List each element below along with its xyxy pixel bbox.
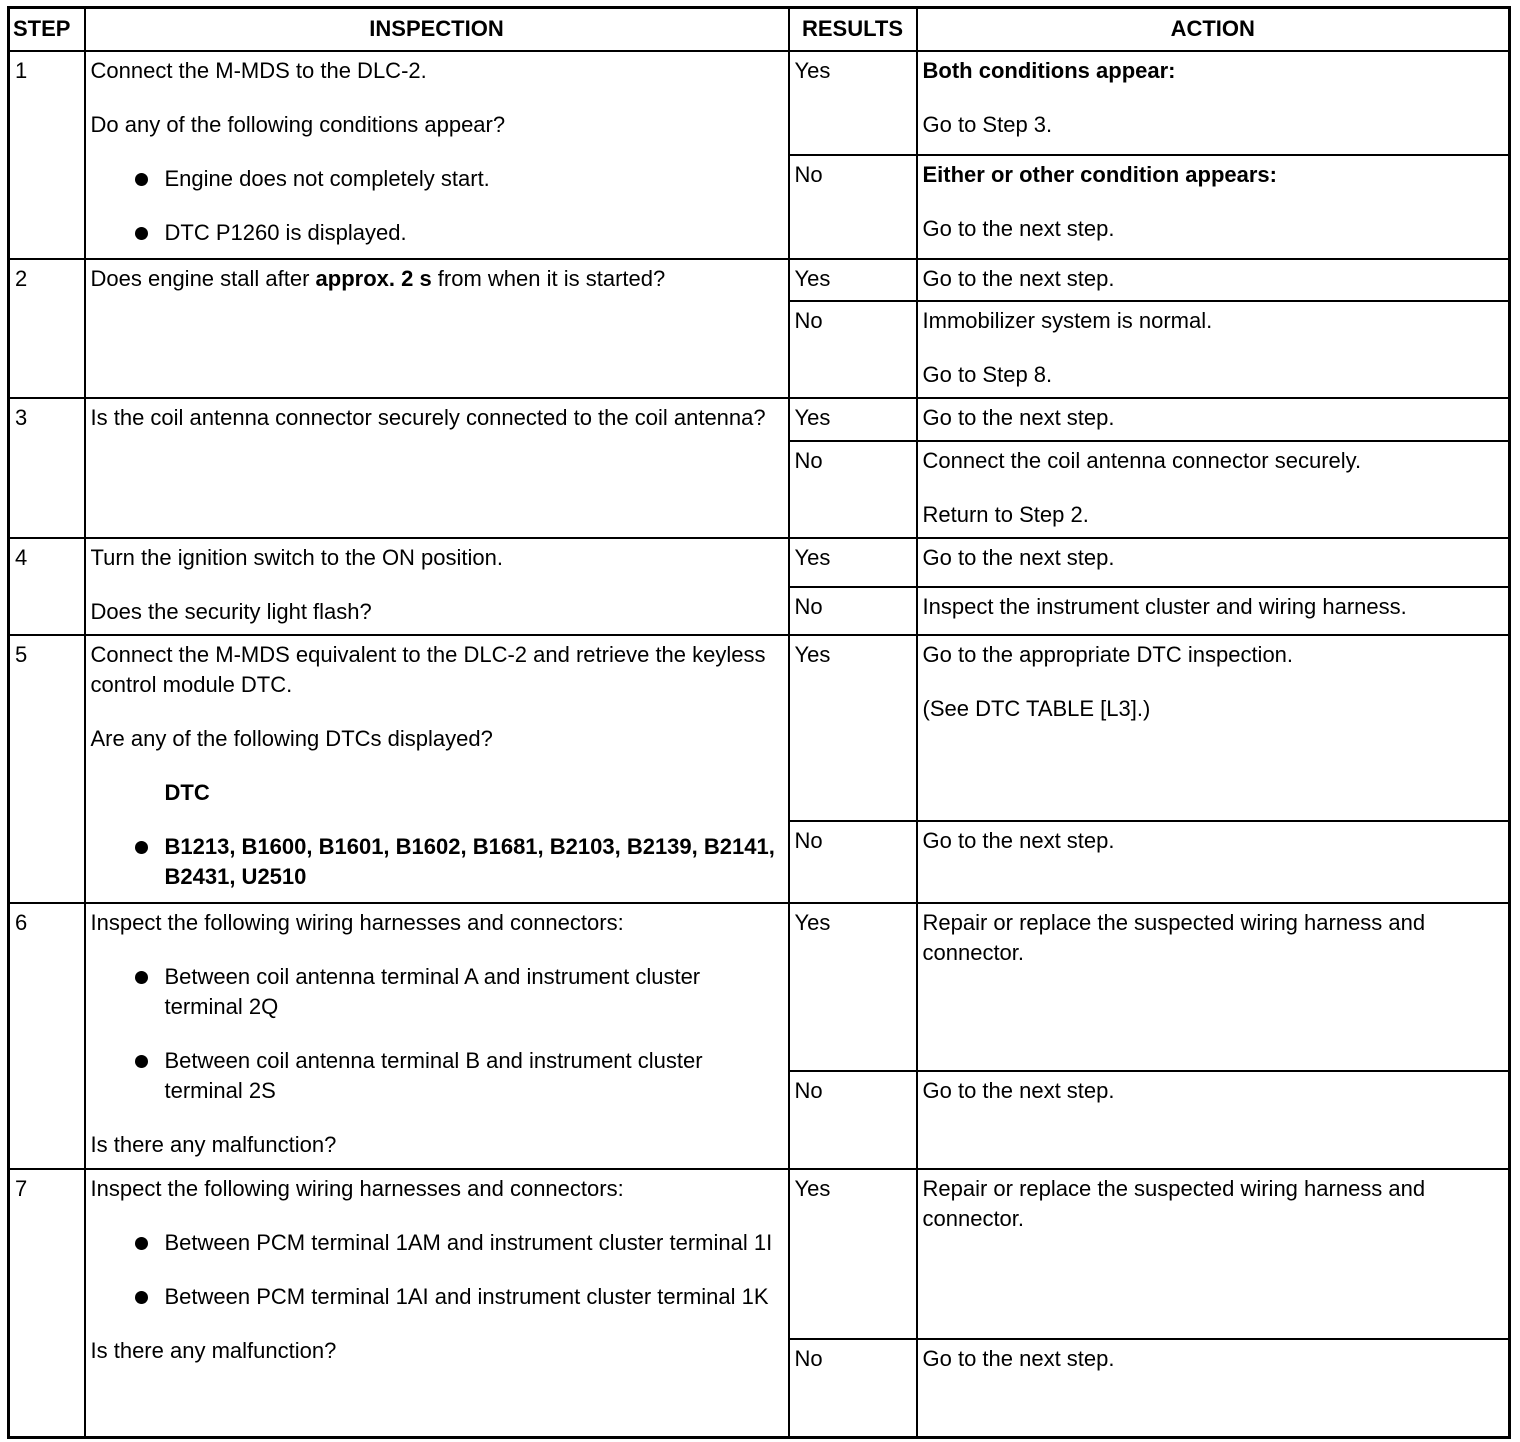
action-text: Return to Step 2. xyxy=(922,501,1089,527)
result-no: No xyxy=(789,821,917,903)
result-yes: Yes xyxy=(789,51,917,155)
inspection-question: Is there any malfunction? xyxy=(90,1131,337,1157)
action-text: Go to the next step. xyxy=(917,1339,1510,1438)
header-results: RESULTS xyxy=(789,8,917,51)
header-action: ACTION xyxy=(917,8,1510,51)
inspection-cell: Is the coil antenna connector securely connected to the coil antenna? xyxy=(85,398,789,538)
list-item: Engine does not completely start. xyxy=(165,164,782,194)
table-row xyxy=(9,635,1510,821)
action-cell xyxy=(917,635,1510,821)
action-text: Go to the next step. xyxy=(917,398,1510,441)
action-cell xyxy=(917,441,1510,538)
diagnostic-procedure-table xyxy=(7,6,1511,1439)
result-no: No xyxy=(789,155,917,259)
action-text: Go to the appropriate DTC inspection. xyxy=(922,641,1294,667)
step-number: 1 xyxy=(9,51,85,259)
dtc-list xyxy=(91,832,782,892)
header-step: STEP xyxy=(9,8,85,51)
inspection-text: Connect the M-MDS equivalent to the DLC-2 and retrieve the keyless control module DTC. xyxy=(90,641,766,697)
dtc-label: DTC xyxy=(164,779,210,805)
table-row xyxy=(9,903,1510,1071)
action-heading: Both conditions appear: xyxy=(922,57,1176,83)
action-text: Go to Step 3. xyxy=(922,111,1053,137)
list-item: B1213, B1600, B1601, B1602, B1681, B2103, B2139, B2141, B2431, U2510 xyxy=(165,832,782,892)
step-number: 3 xyxy=(9,398,85,538)
table-row xyxy=(9,259,1510,301)
inspection-text: Turn the ignition switch to the ON position. xyxy=(90,544,503,570)
action-text: Go to the next step. xyxy=(917,1071,1510,1169)
result-no: No xyxy=(789,301,917,398)
inspection-emphasis: approx. 2 s xyxy=(315,265,432,291)
action-text: Go to the next step. xyxy=(917,259,1510,301)
action-text: Connect the coil antenna connector securely. xyxy=(922,447,1362,473)
result-yes: Yes xyxy=(789,635,917,821)
result-yes: Yes xyxy=(789,1169,917,1339)
result-no: No xyxy=(789,1339,917,1438)
step-number: 7 xyxy=(9,1169,85,1438)
bullet-icon xyxy=(135,841,148,854)
list-item: Between PCM terminal 1AI and instrument cluster terminal 1K xyxy=(165,1282,782,1312)
result-no: No xyxy=(789,587,917,635)
bullet-icon xyxy=(135,1055,148,1068)
bullet-icon xyxy=(135,1291,148,1304)
table-row xyxy=(9,398,1510,441)
action-cell xyxy=(917,301,1510,398)
table-row xyxy=(9,1169,1510,1339)
result-yes: Yes xyxy=(789,259,917,301)
inspection-cell xyxy=(85,1169,789,1438)
result-yes: Yes xyxy=(789,538,917,587)
action-cell xyxy=(917,155,1510,259)
inspection-cell xyxy=(85,538,789,635)
harness-list xyxy=(91,1228,782,1312)
inspection-text: Connect the M-MDS to the DLC-2. xyxy=(90,57,427,83)
result-no: No xyxy=(789,1071,917,1169)
inspection-question: Are any of the following DTCs displayed? xyxy=(90,725,493,751)
list-item: Between coil antenna terminal B and instrument cluster terminal 2S xyxy=(165,1046,782,1106)
header-row xyxy=(9,8,1510,51)
inspection-question: Does the security light flash? xyxy=(90,598,372,624)
table-row xyxy=(9,538,1510,587)
result-yes: Yes xyxy=(789,398,917,441)
result-no: No xyxy=(789,441,917,538)
action-text: Go to Step 8. xyxy=(922,361,1053,387)
inspection-cell: Does engine stall after approx. 2 s from when it is started? xyxy=(85,259,789,398)
step-number: 2 xyxy=(9,259,85,398)
action-text: (See DTC TABLE [L3].) xyxy=(922,695,1151,721)
result-yes: Yes xyxy=(789,903,917,1071)
list-item: Between coil antenna terminal A and instrument cluster terminal 2Q xyxy=(165,962,782,1022)
inspection-cell xyxy=(85,635,789,903)
action-text: Go to the next step. xyxy=(917,821,1510,903)
inspection-text: Inspect the following wiring harnesses and connectors: xyxy=(90,1175,624,1201)
header-inspection: INSPECTION xyxy=(85,8,789,51)
condition-list xyxy=(91,164,782,248)
action-text: Immobilizer system is normal. xyxy=(922,307,1213,333)
harness-list xyxy=(91,962,782,1106)
list-item: DTC P1260 is displayed. xyxy=(165,218,782,248)
bullet-icon xyxy=(135,227,148,240)
inspection-cell xyxy=(85,903,789,1169)
table-row xyxy=(9,51,1510,155)
action-cell xyxy=(917,51,1510,155)
action-text: Inspect the instrument cluster and wiring harness. xyxy=(917,587,1510,635)
step-number: 5 xyxy=(9,635,85,903)
list-item: Between PCM terminal 1AM and instrument cluster terminal 1I xyxy=(165,1228,782,1258)
action-text: Go to the next step. xyxy=(922,215,1115,241)
action-heading: Either or other condition appears: xyxy=(922,161,1277,187)
action-text: Go to the next step. xyxy=(917,538,1510,587)
bullet-icon xyxy=(135,173,148,186)
step-number: 4 xyxy=(9,538,85,635)
step-number: 6 xyxy=(9,903,85,1169)
bullet-icon xyxy=(135,971,148,984)
action-text: Repair or replace the suspected wiring harness and connector. xyxy=(917,1169,1510,1339)
inspection-text: Inspect the following wiring harnesses and connectors: xyxy=(90,909,624,935)
inspection-question: Is there any malfunction? xyxy=(90,1337,337,1363)
inspection-question: Do any of the following conditions appear? xyxy=(90,111,506,137)
inspection-cell xyxy=(85,51,789,259)
bullet-icon xyxy=(135,1237,148,1250)
action-text: Repair or replace the suspected wiring harness and connector. xyxy=(917,903,1510,1071)
